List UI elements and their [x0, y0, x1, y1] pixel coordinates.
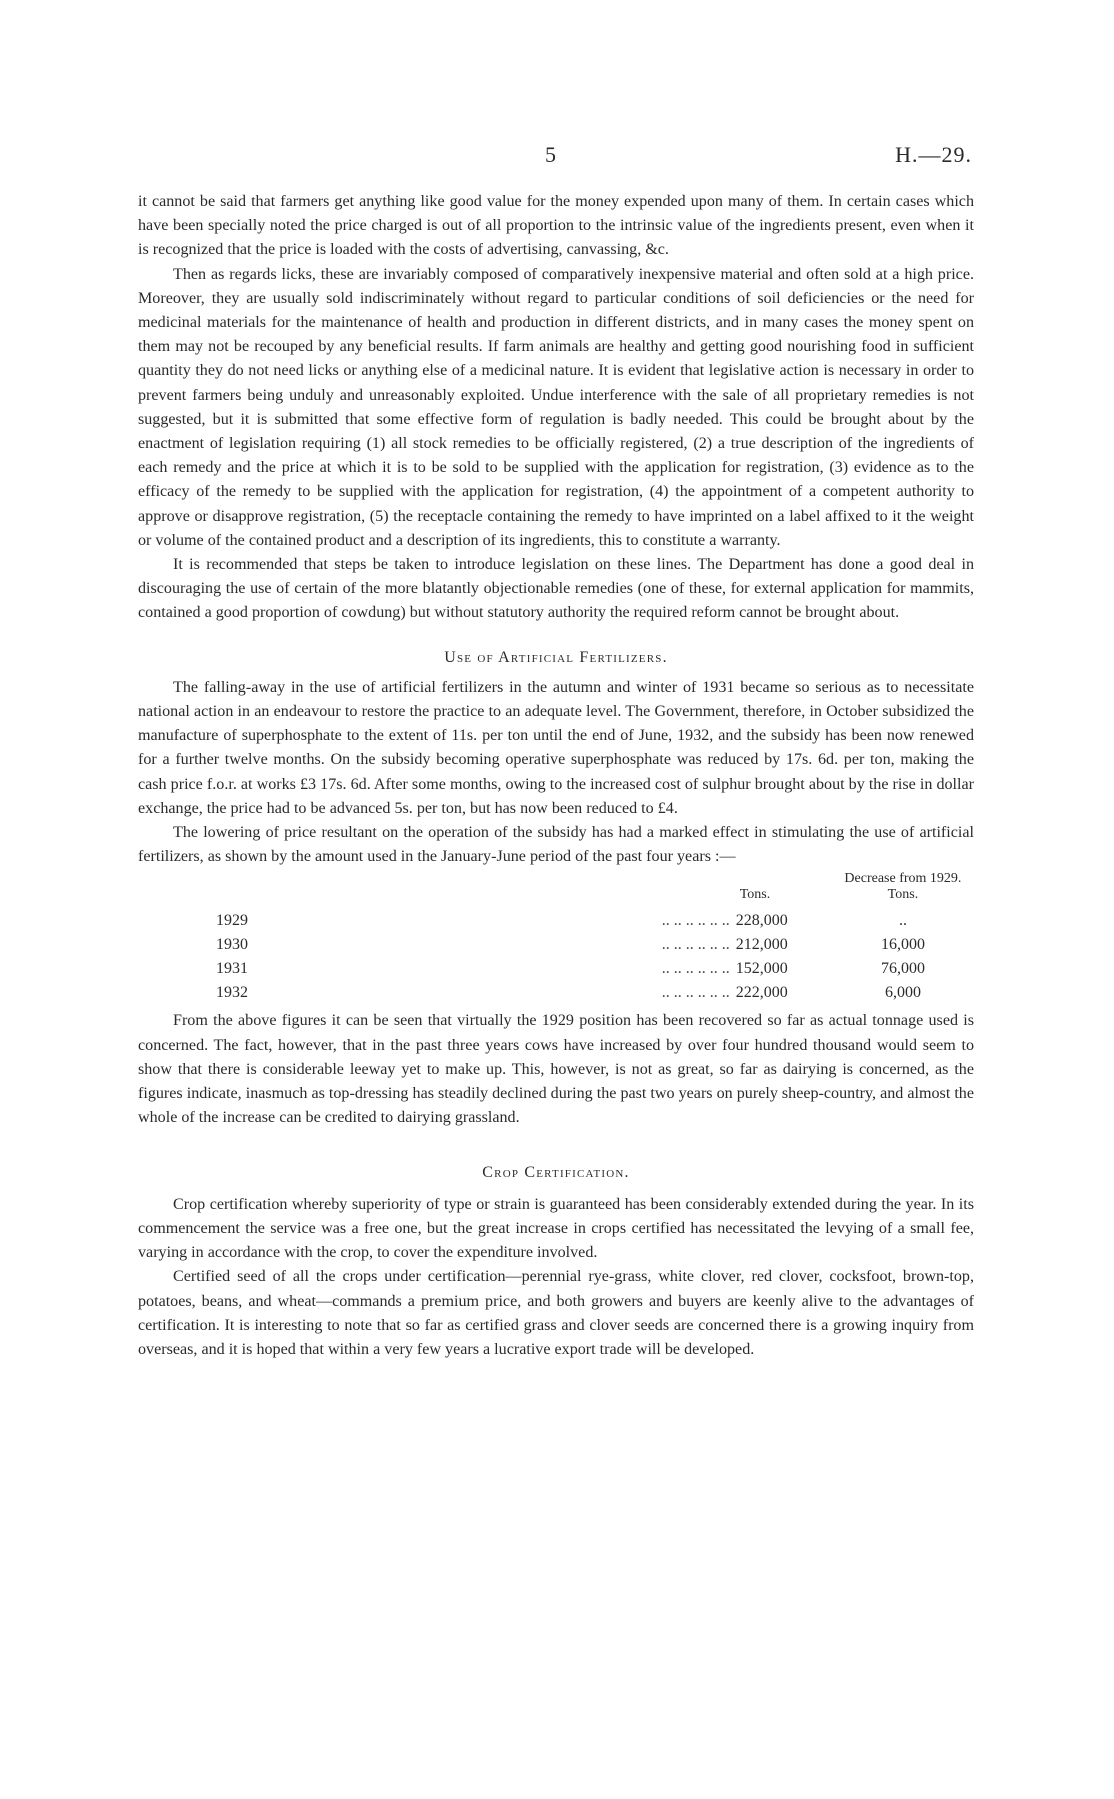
column-header-decrease-unit: Tons.: [887, 887, 919, 903]
row-leader: .. .. .. .. .. ..: [661, 936, 730, 954]
table-row: [138, 981, 974, 1005]
column-header-tons: Tons.: [739, 887, 771, 903]
row-tons: 212,000: [735, 936, 788, 954]
row-year: 1930: [216, 936, 248, 954]
page-header: [0, 142, 1114, 172]
paragraph: Crop certification whereby superiority of type or strain is guaranteed has been considerably extended during the year. In its commencement the service was a free one, but the great increase in crops certified has necessitated the levying of a small fee, varying in accordance with the crop, to cover the expenditure involved.: [138, 1195, 974, 1262]
paragraph: it cannot be said that farmers get anything like good value for the money expended upon many of them. In certain cases which have been specially noted the price charged is out of all proportion to the intrinsic value of the ingredients present, even when it is recognized that the price is loaded with the costs of advertising, canvassing, &c.: [138, 193, 974, 259]
paragraph: The lowering of price resultant on the operation of the subsidy has had a marked effect in stimulating the use of artificial fertilizers, as shown by the amount used in the January-June period of the past four years :—: [138, 824, 974, 866]
row-leader: .. .. .. .. .. ..: [661, 960, 730, 978]
paragraph: It is recommended that steps be taken to introduce legislation on these lines. The Department has done a good deal in discouraging the use of certain of the more blatantly objectionable remedies (one of these, for external application for mammits, contained a good proportion of cowdung) but without statutory authority the required reform cannot be brought about.: [138, 556, 974, 622]
row-leader: .. .. .. .. .. ..: [661, 984, 730, 1002]
section-heading-fertilizers: Use of Artificial Fertilizers.: [444, 648, 668, 666]
row-tons: 222,000: [735, 984, 788, 1002]
column-header-decrease-label: Decrease from 1929.: [844, 871, 962, 887]
document-reference: H.—29.: [895, 142, 972, 167]
column-header-decrease: [832, 871, 974, 909]
paragraph: Then as regards licks, these are invariably composed of comparatively inexpensive material and often sold at a high price. Moreover, they are usually sold indiscriminately without regard to particular conditions of soil deficiencies or the need for medicinal materials for the maintenance of health and production in different districts, and in many cases the money spent on them may not be recouped by any beneficial results. If farm animals are healthy and getting good nourishing food in sufficient quantity they do not need licks or anything else of a medicinal nature. It is evident that legislative action is necessary in order to prevent farmers being unduly and unreasonably exploited. Undue interference with the sale of all proprietary remedies is not suggested, but it is submitted that some effective form of regulation is badly needed. This could be brought about by the enactment of legislation requiring (1) all stock remedies to be officially registered, (2) a true description of the ingredients of each remedy and the price at which it is to be sold to be supplied with the application for registration, (3) evidence as to the efficacy of the remedy to be supplied with the application for registration, (4) the appointment of a competent authority to approve or disapprove registration, (5) the receptacle containing the remedy to have imprinted on a label affixed to it the weight or volume of the contained product and a description of its ingredients, this to constitute a warranty.: [138, 265, 974, 549]
row-year: 1932: [216, 984, 248, 1002]
table-header-row: [138, 871, 974, 909]
row-decrease: 16,000: [880, 936, 925, 954]
fertilizer-tonnage-table: [138, 871, 974, 1005]
paragraph: The falling-away in the use of artificial fertilizers in the autumn and winter of 1931 became so serious as to necessitate national action in an endeavour to restore the practice to an adequate level. The Government, therefore, in October subsidized the manufacture of superphosphate to the extent of 11s. per ton until the end of June, 1932, and the subsidy has been now renewed for a further twelve months. On the subsidy becoming operative superphosphate was reduced by 17s. 6d. per ton, making the cash price f.o.r. at works £3 17s. 6d. After some months, owing to the increased cost of sulphur brought about by the rise in dollar exchange, the price had to be advanced 5s. per ton, but has now been reduced to £4.: [138, 678, 974, 817]
paragraph: From the above figures it can be seen that virtually the 1929 position has been recovered so far as actual tonnage used is concerned. The fact, however, that in the past three years cows have increased by over four hundred thousand would seem to show that there is considerable leeway yet to make up. This, however, is not as great, so far as dairying is concerned, as the figures indicate, inasmuch as top-dressing has steadily declined during the past two years on purely sheep-country, and almost the whole of the increase can be credited to dairying grassland.: [138, 1012, 974, 1127]
row-leader: .. .. .. .. .. ..: [661, 912, 730, 930]
table-row: [138, 909, 974, 933]
row-decrease: 6,000: [884, 984, 921, 1002]
body-text: [138, 190, 974, 1362]
row-decrease: ..: [898, 912, 907, 930]
page-number: 5: [545, 142, 556, 167]
paragraph: Certified seed of all the crops under certification—perennial rye-grass, white clover, red clover, cocksfoot, brown-top, potatoes, beans, and wheat—commands a premium price, and both growers and buyers are keenly alive to the advantages of certification. It is interesting to note that so far as certified grass and clover seeds are concerned there is a growing inquiry from overseas, and it is hoped that within a very few years a lucrative export trade will be developed.: [138, 1268, 974, 1358]
row-tons: 228,000: [735, 912, 788, 930]
row-tons: 152,000: [735, 960, 788, 978]
table-row: [138, 957, 974, 981]
row-decrease: 76,000: [880, 960, 925, 978]
section-heading-crop-certification: Crop Certification.: [482, 1163, 630, 1181]
row-year: 1929: [216, 912, 248, 930]
row-year: 1931: [216, 960, 248, 978]
table-row: [138, 933, 974, 957]
